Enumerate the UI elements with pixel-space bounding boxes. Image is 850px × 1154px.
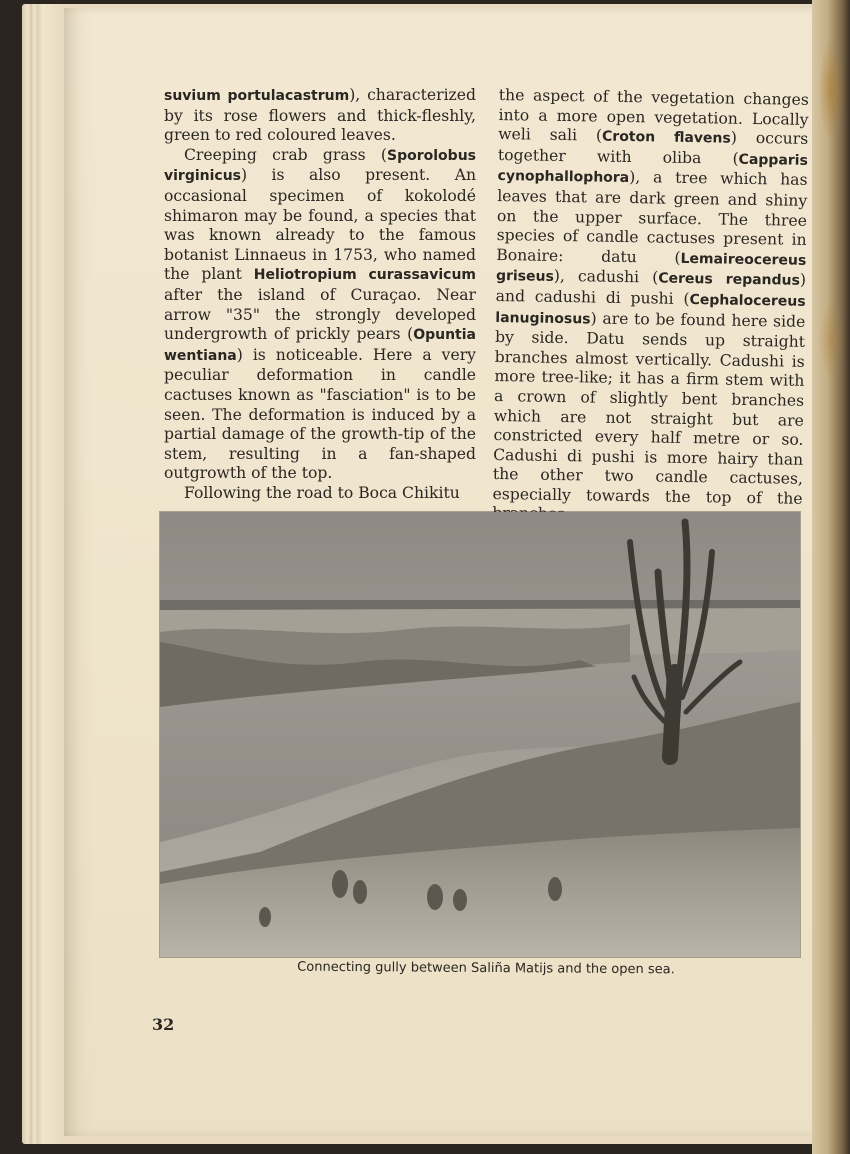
- page-number: 32: [152, 1015, 175, 1034]
- paragraph-text: ) occurs together with oliba (: [497, 128, 809, 168]
- scientific-name: suvium portulacastrum: [164, 88, 350, 104]
- right-text-column: [492, 86, 809, 529]
- paragraph-text: ) are to be found here side by side. Datu sends up straight branches almost vertically. Cadushi is more tree-like; it has a firm stem with a crown of slightly bent branches which are not straight but are constricted every half metre or so. Cadushi di pushi is more hairy than the other two candle cactuses, especially towards the top of the: [492, 308, 806, 508]
- paragraph-text: ), characterized by its rose flowers and thick-fleshly, green to red coloured leaves.: [164, 86, 476, 145]
- paragraph-text: ) and cadushi di pushi (: [495, 271, 807, 308]
- scientific-name: Sporolobus virginicus: [164, 147, 476, 185]
- scientific-name: Heliotropium curassavicum: [253, 267, 477, 284]
- scientific-name: Capparis cynophallophora: [497, 151, 808, 187]
- scientific-name: Cephalocereus lanuginosus: [495, 291, 806, 327]
- paragraph: [164, 146, 476, 484]
- water-stain: [818, 40, 844, 140]
- left-text-column: [164, 86, 476, 503]
- scientific-name: Cereus repandus: [658, 270, 801, 290]
- paragraph-text: ) is noticeable. Here a very peculiar deformation in candle cactuses known as "fasciation" is to be seen. The deformation is induced by a partial damage of the growth-tip of the stem, resulting in a fan-shaped outgrowth of the top.: [164, 345, 476, 483]
- water-stain: [818, 300, 844, 380]
- paragraph-text: ), cadushi (: [553, 267, 659, 287]
- scientific-name: Lemaireocereus griseus: [495, 250, 807, 286]
- paragraph: [164, 86, 476, 146]
- scientific-name: Croton flavens: [601, 128, 731, 147]
- paragraph: [164, 484, 476, 504]
- scientific-name: Opuntia wentiana: [164, 327, 476, 364]
- paragraph-text: the aspect of the vegetation changes into a more open vegetation. Locally weli sali (: [498, 86, 809, 145]
- paragraph-text: Following the road to Boca Chikitu: [184, 483, 460, 502]
- paragraph-text: Creeping crab grass (: [184, 145, 388, 164]
- photo-illustration: [160, 512, 800, 957]
- book-spine-shadow: [812, 0, 850, 1154]
- paragraph-text: ), a tree which has leaves that are dark green and shiny on the upper surface. The three species of candle cactuses present in Bonaire: datu (: [496, 168, 808, 267]
- paragraph: [492, 86, 809, 529]
- figure-caption: Connecting gully between Saliña Matijs and the open sea.: [297, 959, 675, 978]
- landscape-photo: [160, 512, 800, 957]
- paragraph-text: after the island of Curaçao. Near arrow "35" the strongly developed undergrowth of prickly pears (: [164, 285, 476, 344]
- paragraph-text: ) is also present. An occasional specimen of kokolodé shimaron may be found, a species that was known already to the famous botanist Linnaeus in 1753, who named the plant: [164, 166, 476, 284]
